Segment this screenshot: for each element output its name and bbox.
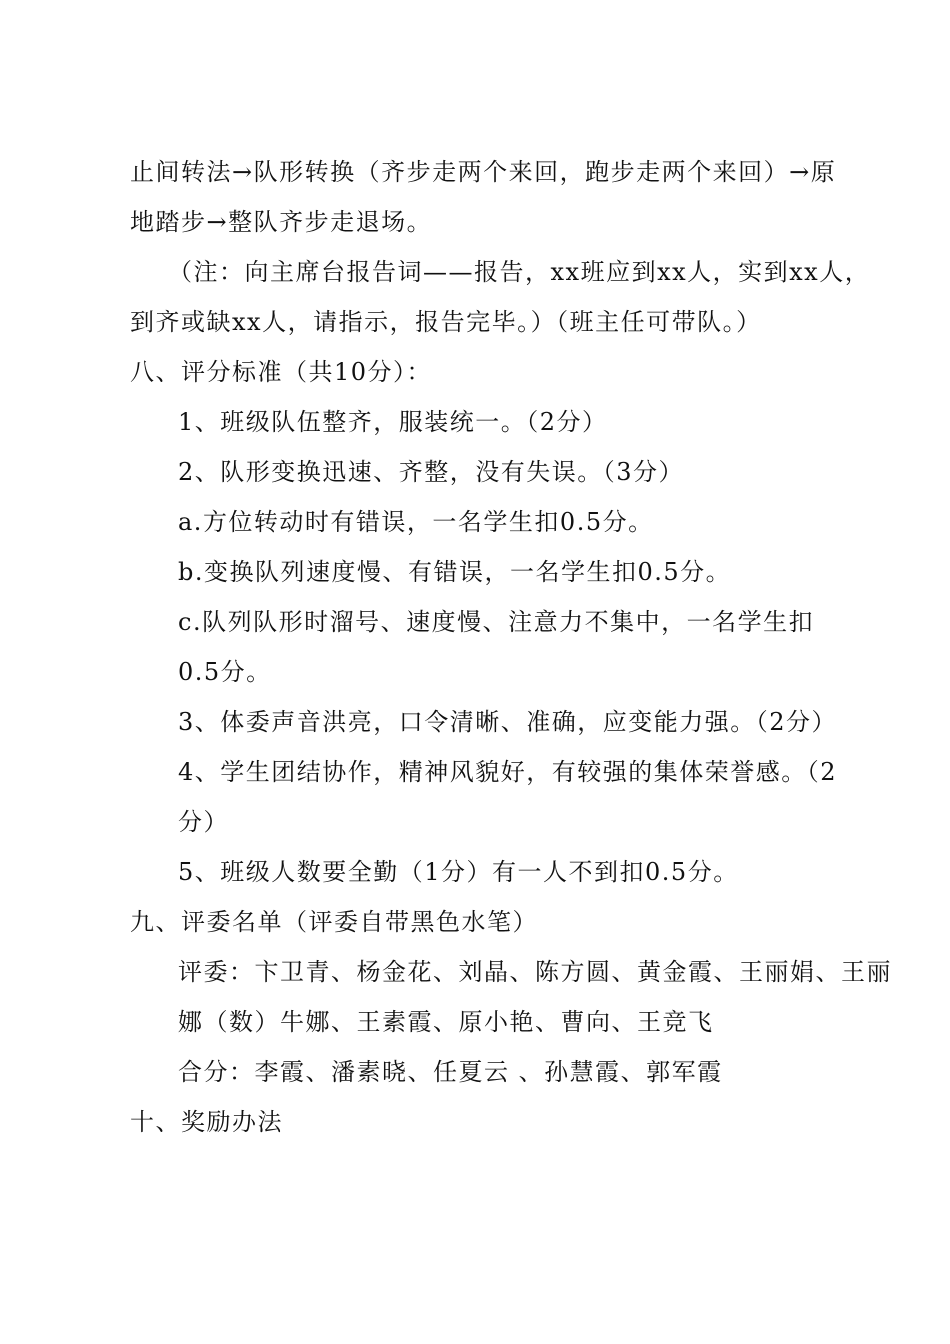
section-heading: 九、评委名单（评委自带黑色水笔） [130,908,538,936]
text-line: 地踏步→整队齐步走退场。 [130,208,433,236]
list-item: 5、班级人数要全勤（1分）有一人不到扣0.5分。 [178,858,739,886]
list-item: 1、班级队伍整齐，服装统一。（2分） [178,408,608,436]
list-item-continuation: 分） [178,808,229,836]
sub-list-item-continuation: 0.5分。 [178,658,272,686]
list-item: 2、队形变换迅速、齐整，没有失误。（3分） [178,458,685,486]
judges-line: 娜（数）牛娜、王素霞、原小艳、曹向、王竞飞 [178,1008,714,1036]
sub-list-item: b.变换队列速度慢、有错误，一名学生扣0.5分。 [178,558,732,586]
note-line: 到齐或缺xx人，请指示，报告完毕。）（班主任可带队。） [130,308,762,336]
scorers-line: 合分：李霞、潘素晓、任夏云 、孙慧霞、郭军霞 [178,1058,723,1086]
list-item: 4、学生团结协作，精神风貌好，有较强的集体荣誉感。（2 [178,758,838,786]
list-item: 3、体委声音洪亮，口令清晰、准确，应变能力强。（2分） [178,708,838,736]
sub-list-item: a.方位转动时有错误，一名学生扣0.5分。 [178,508,654,536]
text-line: 止间转法→队形转换（齐步走两个来回，跑步走两个来回）→原 [130,158,837,186]
note-line: （注：向主席台报告词——报告，xx班应到xx人，实到xx人， [168,258,871,286]
section-heading: 八、评分标准（共10分）： [130,358,433,386]
section-heading: 十、奖励办法 [130,1108,283,1136]
sub-list-item: c.队列队形时溜号、速度慢、注意力不集中，一名学生扣 [178,608,815,636]
judges-line: 评委：卞卫青、杨金花、刘晶、陈方圆、黄金霞、王丽娟、王丽 [178,958,892,986]
